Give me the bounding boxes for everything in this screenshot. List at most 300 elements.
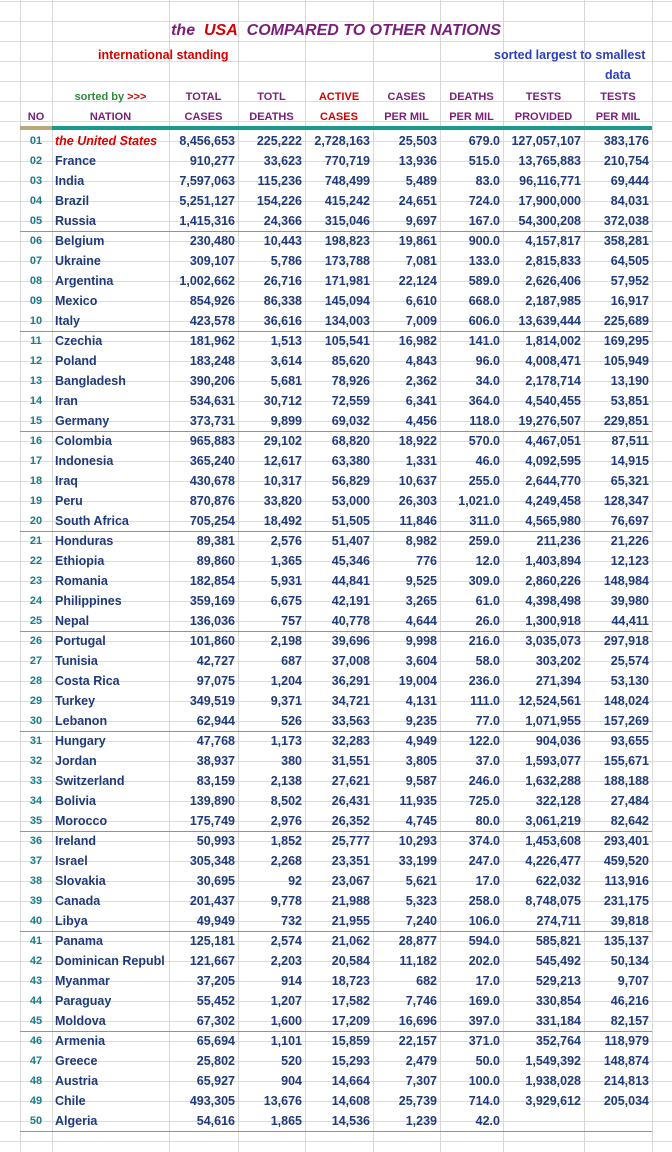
- nation-name: Romania: [55, 574, 108, 588]
- row-number: 37: [29, 855, 43, 867]
- nation-name: Ethiopia: [55, 554, 105, 568]
- cell-tests: 904,036: [535, 734, 581, 748]
- cell-active: 14,536: [331, 1114, 370, 1128]
- cell-cpm: 22,124: [398, 274, 437, 288]
- cell-active: 770,719: [324, 154, 370, 168]
- cell-tpm: 205,034: [603, 1094, 649, 1108]
- table-row: [0, 1092, 672, 1112]
- cell-total: 423,578: [189, 314, 235, 328]
- row-number: 38: [29, 875, 43, 887]
- cell-total: 182,854: [189, 574, 235, 588]
- nation-name: Iran: [55, 394, 78, 408]
- cell-tests: 1,453,608: [525, 834, 581, 848]
- cell-cpm: 8,982: [405, 534, 437, 548]
- cell-tests: 2,187,985: [525, 294, 581, 308]
- cell-tests: 1,403,894: [525, 554, 581, 568]
- cell-dpm: 668.0: [468, 294, 500, 308]
- cell-total: 534,631: [189, 394, 235, 408]
- cell-cpm: 1,239: [405, 1114, 437, 1128]
- cell-deaths: 5,681: [270, 374, 302, 388]
- cell-dpm: 374.0: [468, 834, 500, 848]
- table-row: [0, 152, 672, 172]
- cell-deaths: 914: [281, 974, 302, 988]
- cell-deaths: 5,786: [270, 254, 302, 268]
- row-number: 17: [29, 455, 43, 467]
- cell-tpm: 372,038: [603, 214, 649, 228]
- cell-cpm: 2,479: [405, 1054, 437, 1068]
- table-row: [0, 1112, 672, 1132]
- cell-tests: 2,644,770: [525, 474, 581, 488]
- cell-dpm: 311.0: [469, 514, 500, 528]
- cell-dpm: 594.0: [468, 934, 500, 948]
- row-number: 09: [29, 295, 43, 307]
- cell-cpm: 24,651: [398, 194, 437, 208]
- cell-cpm: 10,637: [398, 474, 437, 488]
- cell-total: 55,452: [196, 994, 235, 1008]
- row-number: 23: [29, 575, 43, 587]
- cell-dpm: 258.0: [468, 894, 500, 908]
- cell-cpm: 4,843: [405, 354, 437, 368]
- page-title: [0, 22, 672, 40]
- cell-cpm: 9,697: [405, 214, 437, 228]
- cell-dpm: 371.0: [468, 1034, 500, 1048]
- cell-active: 14,608: [331, 1094, 370, 1108]
- cell-deaths: 33,623: [263, 154, 302, 168]
- cell-deaths: 9,899: [270, 414, 302, 428]
- cell-tests: 2,178,714: [525, 374, 581, 388]
- cell-total: 201,437: [189, 894, 235, 908]
- cell-tpm: 188,188: [603, 774, 649, 788]
- header-total-1: TOTAL: [185, 91, 222, 103]
- cell-tests: 274,711: [536, 914, 581, 928]
- nation-name: Turkey: [55, 694, 96, 708]
- cell-total: 1,415,316: [179, 214, 235, 228]
- cell-deaths: 24,366: [263, 214, 302, 228]
- cell-tests: 1,814,002: [525, 334, 581, 348]
- cell-tests: 1,632,288: [525, 774, 581, 788]
- row-number: 44: [29, 995, 43, 1007]
- cell-dpm: 96.0: [475, 354, 500, 368]
- row-number: 32: [29, 755, 43, 767]
- table-row: [0, 912, 672, 932]
- cell-tests: 622,032: [535, 874, 581, 888]
- cell-deaths: 18,492: [263, 514, 302, 528]
- cell-tpm: 69,444: [610, 174, 649, 188]
- cell-deaths: 1,204: [270, 674, 302, 688]
- cell-tests: 271,394: [535, 674, 581, 688]
- nation-name: Bangladesh: [55, 374, 126, 388]
- subtitle-right-data: data: [605, 68, 631, 82]
- cell-dpm: 236.0: [468, 674, 500, 688]
- cell-tests: 545,492: [535, 954, 581, 968]
- table-row: [0, 712, 672, 732]
- cell-cpm: 16,696: [398, 1014, 437, 1028]
- cell-active: 69,032: [331, 414, 370, 428]
- cell-deaths: 92: [288, 874, 302, 888]
- cell-total: 5,251,127: [179, 194, 235, 208]
- cell-cpm: 10,293: [398, 834, 437, 848]
- cell-deaths: 1,852: [270, 834, 302, 848]
- header-tests-1: TESTS: [525, 91, 562, 103]
- table-row: [0, 552, 672, 572]
- cell-active: 39,696: [331, 634, 370, 648]
- cell-total: 25,802: [196, 1054, 235, 1068]
- cell-cpm: 11,935: [399, 794, 437, 808]
- cell-deaths: 9,778: [270, 894, 302, 908]
- row-number: 08: [29, 275, 43, 287]
- cell-tests: 1,071,955: [525, 714, 581, 728]
- cell-cpm: 7,307: [405, 1074, 437, 1088]
- title-prefix: the: [171, 22, 196, 39]
- cell-dpm: 246.0: [468, 774, 500, 788]
- cell-total: 1,002,662: [179, 274, 235, 288]
- cell-dpm: 606.0: [468, 314, 500, 328]
- row-number: 45: [29, 1015, 43, 1027]
- row-number: 47: [29, 1055, 43, 1067]
- cell-dpm: 216.0: [468, 634, 500, 648]
- cell-active: 17,582: [331, 994, 370, 1008]
- row-number: 06: [29, 235, 43, 247]
- table-row: [0, 1072, 672, 1092]
- cell-active: 26,431: [331, 794, 370, 808]
- table-row: [0, 952, 672, 972]
- cell-dpm: 364.0: [468, 394, 500, 408]
- nation-name: Germany: [55, 414, 110, 428]
- header-divider: [20, 126, 652, 130]
- cell-tests: 1,300,918: [525, 614, 581, 628]
- table-row: [0, 652, 672, 672]
- cell-total: 7,597,063: [179, 174, 235, 188]
- cell-total: 38,937: [196, 754, 235, 768]
- cell-deaths: 1,865: [270, 1114, 302, 1128]
- cell-dpm: 247.0: [468, 854, 500, 868]
- cell-total: 47,768: [196, 734, 235, 748]
- cell-dpm: 83.0: [475, 174, 500, 188]
- row-number: 19: [29, 495, 43, 507]
- cell-tpm: 148,874: [603, 1054, 649, 1068]
- table-row: [0, 452, 672, 472]
- cell-active: 33,563: [331, 714, 370, 728]
- cell-dpm: 106.0: [468, 914, 500, 928]
- row-number: 22: [29, 555, 43, 567]
- cell-cpm: 5,323: [405, 894, 437, 908]
- cell-tpm: 105,949: [603, 354, 649, 368]
- cell-cpm: 4,949: [405, 734, 437, 748]
- table-row: [0, 392, 672, 412]
- table-row: [0, 432, 672, 452]
- cell-tpm: 9,707: [617, 974, 649, 988]
- cell-deaths: 2,976: [270, 814, 302, 828]
- subtitle-left: international standing: [98, 48, 229, 62]
- cell-cpm: 4,745: [405, 814, 437, 828]
- table-row: [0, 932, 672, 952]
- cell-tpm: 231,175: [603, 894, 649, 908]
- nation-name: Portugal: [55, 634, 106, 648]
- cell-cpm: 4,131: [405, 694, 437, 708]
- table-row: [0, 532, 672, 552]
- cell-total: 305,348: [189, 854, 235, 868]
- cell-total: 854,926: [189, 294, 235, 308]
- cell-tpm: 82,157: [610, 1014, 649, 1028]
- cell-active: 31,551: [331, 754, 370, 768]
- row-number: 12: [29, 355, 43, 367]
- table-row: [0, 692, 672, 712]
- table-row: [0, 572, 672, 592]
- cell-tests: 13,639,444: [518, 314, 581, 328]
- cell-dpm: 714.0: [468, 1094, 500, 1108]
- cell-deaths: 1,101: [270, 1034, 302, 1048]
- cell-active: 15,859: [331, 1034, 370, 1048]
- cell-dpm: 255.0: [468, 474, 500, 488]
- cell-cpm: 6,610: [405, 294, 437, 308]
- cell-dpm: 133.0: [468, 254, 500, 268]
- nation-name: Nepal: [55, 614, 90, 628]
- header-tests-2: PROVIDED: [514, 111, 573, 123]
- nation-name: Philippines: [55, 594, 122, 608]
- cell-tpm: 113,916: [604, 874, 649, 888]
- header-nation: NATION: [89, 111, 132, 123]
- cell-deaths: 115,236: [257, 174, 302, 188]
- cell-tpm: 46,216: [610, 994, 649, 1008]
- cell-cpm: 7,009: [405, 314, 437, 328]
- cell-tests: 1,593,077: [525, 754, 581, 768]
- cell-active: 25,777: [331, 834, 370, 848]
- cell-deaths: 5,931: [270, 574, 302, 588]
- cell-dpm: 122.0: [468, 734, 500, 748]
- cell-tests: 2,815,833: [525, 254, 581, 268]
- cell-dpm: 724.0: [468, 194, 500, 208]
- table-row: [0, 372, 672, 392]
- cell-deaths: 2,198: [270, 634, 302, 648]
- cell-tests: 4,398,498: [525, 594, 581, 608]
- cell-tests: 2,626,406: [525, 274, 581, 288]
- cell-tpm: 297,918: [603, 634, 649, 648]
- nation-name: Jordan: [55, 754, 97, 768]
- cell-deaths: 2,203: [270, 954, 302, 968]
- nation-name: Switzerland: [55, 774, 125, 788]
- cell-cpm: 11,182: [399, 954, 437, 968]
- cell-active: 72,559: [331, 394, 370, 408]
- nation-name: Iraq: [55, 474, 78, 488]
- cell-dpm: 679.0: [468, 134, 500, 148]
- nation-name: Ukraine: [55, 254, 101, 268]
- cell-tpm: 358,281: [603, 234, 649, 248]
- cell-total: 365,240: [189, 454, 235, 468]
- row-number: 46: [29, 1035, 43, 1047]
- cell-active: 26,352: [331, 814, 370, 828]
- row-number: 28: [29, 675, 43, 687]
- cell-total: 62,944: [196, 714, 235, 728]
- cell-active: 53,000: [331, 494, 370, 508]
- cell-total: 37,205: [196, 974, 235, 988]
- cell-deaths: 154,226: [256, 194, 302, 208]
- cell-tests: 322,128: [535, 794, 581, 808]
- cell-tests: 13,765,883: [518, 154, 581, 168]
- row-number: 41: [29, 935, 43, 947]
- cell-cpm: 6,341: [405, 394, 437, 408]
- cell-cpm: 3,604: [405, 654, 437, 668]
- table-row: [0, 212, 672, 232]
- cell-active: 68,820: [331, 434, 370, 448]
- cell-total: 89,381: [196, 534, 235, 548]
- nation-name: Czechia: [55, 334, 103, 348]
- group-separator: [20, 1131, 652, 1132]
- cell-tests: 330,854: [535, 994, 581, 1008]
- cell-deaths: 1,365: [270, 554, 302, 568]
- nation-name: Morocco: [55, 814, 108, 828]
- nation-name: Russia: [55, 214, 96, 228]
- nation-name: Dominican Republ: [55, 954, 165, 968]
- cell-cpm: 11,846: [399, 514, 437, 528]
- cell-tpm: 76,697: [610, 514, 649, 528]
- cell-deaths: 225,222: [256, 134, 302, 148]
- table-row: [0, 892, 672, 912]
- title-usa: USA: [203, 22, 238, 39]
- row-number: 02: [29, 155, 43, 167]
- cell-tpm: 84,031: [610, 194, 649, 208]
- row-number: 04: [29, 195, 43, 207]
- nation-name: Austria: [55, 1074, 99, 1088]
- cell-cpm: 7,081: [405, 254, 437, 268]
- cell-tpm: 169,295: [603, 334, 649, 348]
- cell-total: 965,883: [189, 434, 235, 448]
- row-number: 18: [29, 475, 43, 487]
- cell-tpm: 25,574: [610, 654, 649, 668]
- row-number: 13: [29, 375, 43, 387]
- header-active-2: CASES: [320, 111, 358, 123]
- cell-total: 181,962: [189, 334, 235, 348]
- cell-total: 175,749: [189, 814, 235, 828]
- nation-name: Greece: [55, 1054, 98, 1068]
- header-totl-2: DEATHS: [249, 111, 294, 123]
- cell-deaths: 29,102: [263, 434, 302, 448]
- row-number: 25: [29, 615, 43, 627]
- cell-tests: 4,157,817: [525, 234, 581, 248]
- cell-active: 14,664: [331, 1074, 370, 1088]
- cell-cpm: 5,489: [405, 174, 437, 188]
- nation-name: Tunisia: [55, 654, 98, 668]
- cell-total: 430,678: [189, 474, 235, 488]
- header-cpm-1: CASES: [387, 91, 426, 103]
- header-totl-1: TOTL: [257, 91, 286, 103]
- cell-tpm: 229,851: [603, 414, 649, 428]
- cell-cpm: 33,199: [398, 854, 437, 868]
- row-number: 35: [29, 815, 43, 827]
- nation-name: South Africa: [55, 514, 129, 528]
- cell-tpm: 383,176: [603, 134, 649, 148]
- cell-dpm: 397.0: [468, 1014, 500, 1028]
- cell-active: 27,621: [331, 774, 370, 788]
- cell-active: 36,291: [331, 674, 370, 688]
- cell-tests: 4,226,477: [525, 854, 581, 868]
- cell-total: 139,890: [189, 794, 235, 808]
- row-number: 50: [29, 1115, 43, 1127]
- cell-deaths: 1,600: [270, 1014, 302, 1028]
- cell-tpm: 39,818: [610, 914, 649, 928]
- cell-total: 50,993: [196, 834, 235, 848]
- cell-active: 78,926: [331, 374, 370, 388]
- row-number: 49: [29, 1095, 43, 1107]
- cell-tests: 331,184: [535, 1014, 581, 1028]
- cell-cpm: 9,525: [405, 574, 437, 588]
- cell-tpm: 27,484: [610, 794, 649, 808]
- cell-tpm: 12,123: [610, 554, 649, 568]
- table-row: [0, 752, 672, 772]
- cell-cpm: 25,503: [398, 134, 437, 148]
- cell-tests: 12,524,561: [518, 694, 581, 708]
- cell-deaths: 904: [281, 1074, 302, 1088]
- cell-active: 198,823: [324, 234, 370, 248]
- nation-name: Algeria: [55, 1114, 98, 1128]
- header-active-1: ACTIVE: [318, 91, 360, 103]
- cell-deaths: 757: [281, 614, 302, 628]
- table-row: [0, 772, 672, 792]
- cell-total: 8,456,653: [179, 134, 235, 148]
- cell-active: 23,351: [331, 854, 370, 868]
- cell-deaths: 526: [281, 714, 302, 728]
- nation-name: Italy: [55, 314, 81, 328]
- subtitle-right: sorted largest to smallest: [494, 48, 646, 62]
- cell-dpm: 17.0: [475, 974, 500, 988]
- cell-tests: 4,467,051: [525, 434, 581, 448]
- cell-active: 20,584: [331, 954, 370, 968]
- cell-active: 63,380: [331, 454, 370, 468]
- nation-name: Costa Rica: [55, 674, 120, 688]
- cell-tests: 96,116,771: [519, 174, 581, 188]
- cell-active: 56,829: [331, 474, 370, 488]
- cell-tpm: 87,511: [611, 434, 649, 448]
- cell-dpm: 34.0: [475, 374, 500, 388]
- cell-dpm: 12.0: [475, 554, 500, 568]
- nation-name: Lebanon: [55, 714, 108, 728]
- cell-active: 37,008: [331, 654, 370, 668]
- cell-total: 49,949: [196, 914, 235, 928]
- cell-tests: 19,276,507: [518, 414, 581, 428]
- cell-total: 183,248: [189, 354, 235, 368]
- cell-tests: 8,748,075: [525, 894, 581, 908]
- cell-total: 373,731: [189, 414, 235, 428]
- cell-deaths: 10,443: [263, 234, 302, 248]
- cell-tpm: 16,917: [610, 294, 649, 308]
- cell-deaths: 2,576: [270, 534, 302, 548]
- row-number: 10: [29, 315, 43, 327]
- cell-cpm: 28,877: [398, 934, 437, 948]
- cell-cpm: 682: [416, 974, 437, 988]
- cell-cpm: 13,936: [398, 154, 437, 168]
- cell-dpm: 77.0: [475, 714, 500, 728]
- sorted-by-arrows: >>>: [127, 91, 147, 103]
- row-number: 39: [29, 895, 43, 907]
- sorted-by-label: [52, 91, 169, 103]
- cell-tpm: 50,134: [610, 954, 649, 968]
- nation-name: Myanmar: [55, 974, 110, 988]
- cell-active: 748,499: [324, 174, 370, 188]
- table-row: [0, 252, 672, 272]
- cell-cpm: 19,004: [398, 674, 437, 688]
- cell-deaths: 2,138: [270, 774, 302, 788]
- cell-deaths: 1,513: [270, 334, 302, 348]
- cell-total: 83,159: [196, 774, 235, 788]
- nation-name: Slovakia: [55, 874, 106, 888]
- cell-total: 65,927: [196, 1074, 235, 1088]
- cell-tpm: 64,505: [610, 254, 649, 268]
- table-row: [0, 272, 672, 292]
- cell-tests: 4,008,471: [525, 354, 581, 368]
- cell-active: 32,283: [331, 734, 370, 748]
- cell-dpm: 309.0: [468, 574, 500, 588]
- cell-tests: 4,249,458: [525, 494, 581, 508]
- cell-cpm: 9,235: [405, 714, 437, 728]
